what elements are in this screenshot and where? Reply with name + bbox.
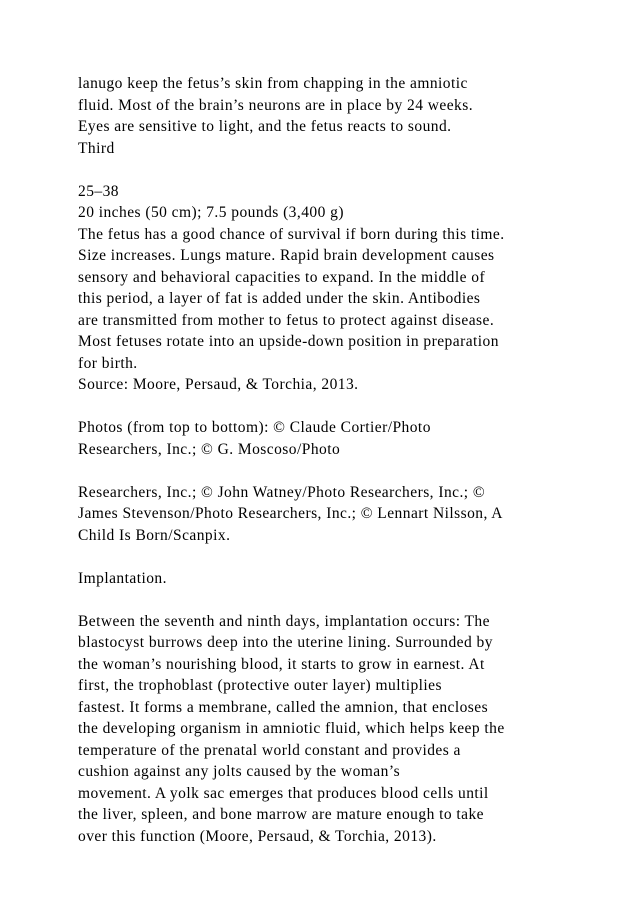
weeks-range: 25–38 bbox=[78, 182, 119, 200]
paragraph-line: the liver, spleen, and bone marrow are mature enough to take bbox=[78, 806, 484, 823]
paragraph-line: fastest. It forms a membrane, called the amnion, that encloses bbox=[78, 698, 489, 716]
blank-line bbox=[78, 546, 618, 568]
photo-credits: Researchers, Inc.; © G. Moscoso/Photo bbox=[78, 440, 341, 458]
paragraph-line: cushion against any jolts caused by the woman’s bbox=[78, 763, 401, 780]
blank-line bbox=[78, 159, 618, 181]
paragraph-line: Between the seventh and ninth days, implantation occurs: The bbox=[78, 612, 490, 630]
paragraph-line: blastocyst burrows deep into the uterine lining. Surrounded by bbox=[78, 634, 493, 651]
size-weight: 20 inches (50 cm); 7.5 pounds (3,400 g) bbox=[78, 204, 344, 221]
section-heading-third: Third bbox=[78, 139, 115, 157]
blank-line bbox=[78, 589, 618, 611]
text-line: The fetus has a good chance of survival if born during this time. bbox=[78, 225, 505, 243]
text-line: Size increases. Lungs mature. Rapid brain development causes bbox=[78, 247, 495, 264]
text-line: sensory and behavioral capacities to expand. In the middle of bbox=[78, 268, 486, 286]
text-line: lanugo keep the fetus’s skin from chapping in the amniotic bbox=[78, 75, 468, 92]
paragraph-line: movement. A yolk sac emerges that produces blood cells until bbox=[78, 784, 489, 802]
photo-credits: Photos (from top to bottom): © Claude Cortier/Photo bbox=[78, 419, 431, 436]
blank-line bbox=[78, 460, 618, 482]
text-line: for birth. bbox=[78, 354, 138, 372]
paragraph-line: temperature of the prenatal world constant and provides a bbox=[78, 741, 461, 759]
paragraph-line: over this function (Moore, Persaud, & Torchia, 2013). bbox=[78, 827, 437, 845]
text-line: Eyes are sensitive to light, and the fetus reacts to sound. bbox=[78, 118, 452, 135]
blank-line bbox=[78, 396, 618, 418]
text-line: fluid. Most of the brain’s neurons are in place by 24 weeks. bbox=[78, 96, 474, 114]
photo-credits: Child Is Born/Scanpix. bbox=[78, 526, 231, 544]
paragraph-line: the developing organism in amniotic fluid, which helps keep the bbox=[78, 720, 505, 737]
paragraph-line: first, the trophoblast (protective outer layer) multiplies bbox=[78, 677, 442, 694]
photo-credits: James Stevenson/Photo Researchers, Inc.; © Lennart Nilsson, A bbox=[78, 505, 503, 522]
document-text bbox=[78, 73, 618, 847]
section-heading-implantation: Implantation. bbox=[78, 569, 167, 587]
text-line: this period, a layer of fat is added under the skin. Antibodies bbox=[78, 290, 481, 307]
text-line: Most fetuses rotate into an upside-down position in preparation bbox=[78, 333, 499, 350]
paragraph-line: the woman’s nourishing blood, it starts to grow in earnest. At bbox=[78, 655, 485, 673]
photo-credits: Researchers, Inc.; © John Watney/Photo Researchers, Inc.; © bbox=[78, 483, 486, 501]
text-line: are transmitted from mother to fetus to protect against disease. bbox=[78, 311, 495, 329]
source-citation: Source: Moore, Persaud, & Torchia, 2013. bbox=[78, 376, 359, 393]
